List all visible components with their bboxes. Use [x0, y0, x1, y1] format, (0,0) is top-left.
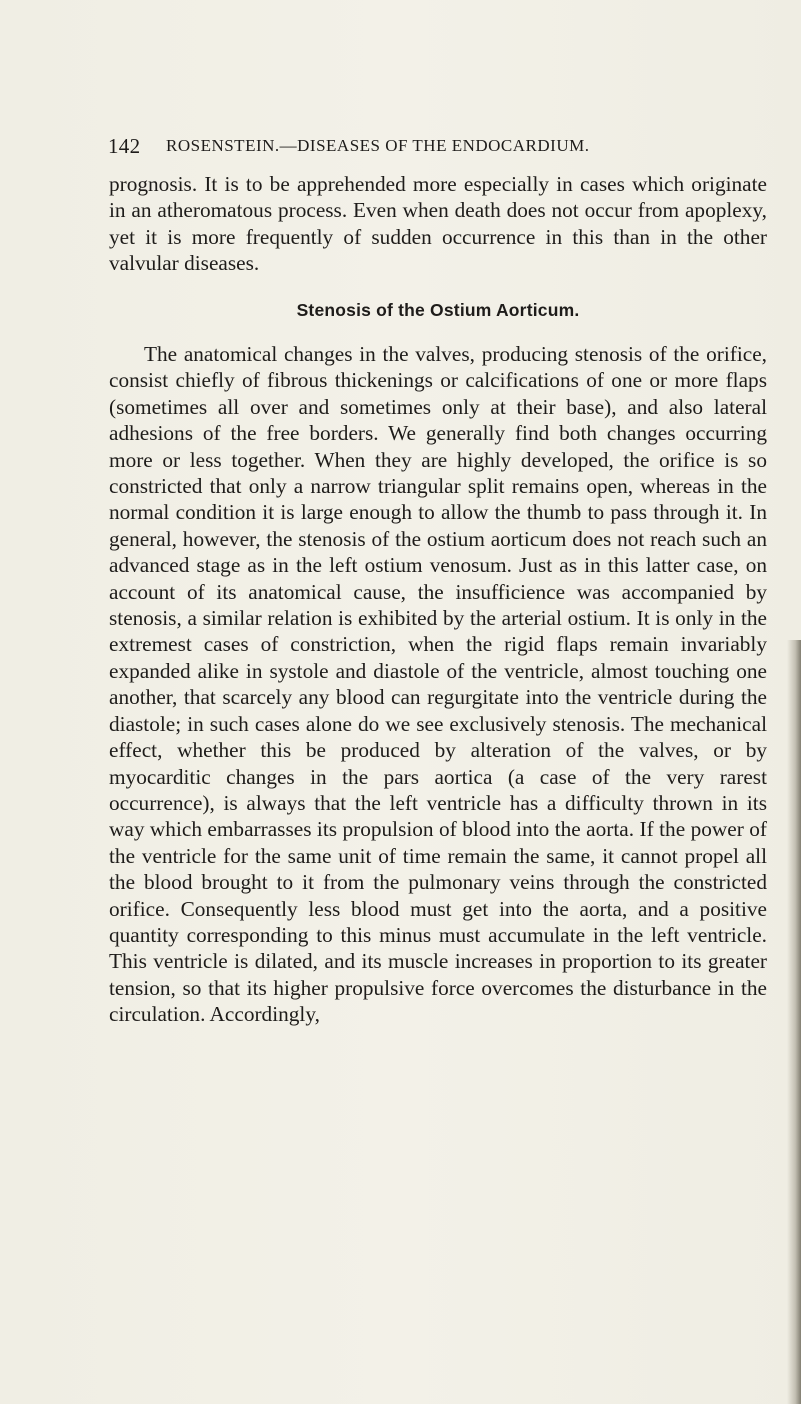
running-head-title: ROSENSTEIN.—DISEASES OF THE ENDOCARDIUM. — [166, 136, 590, 155]
paragraph-continuation: prognosis. It is to be apprehended more especially in cases which originate in an atheromatous process. Even when death does not occur from apoplexy, yet it is more frequently of sudden occurrence in this than in the other valvular diseases. — [109, 172, 767, 276]
running-head — [108, 134, 708, 160]
page-edge-shadow — [787, 640, 801, 1404]
page-number: 142 — [108, 134, 141, 158]
section-heading: Stenosis of the Ostium Aorticum. — [296, 300, 580, 320]
paragraph-main: The anatomical changes in the valves, producing stenosis of the orifice, consist chiefly of fibrous thickenings or calcifications of one or more flaps (sometimes all over and sometimes only at their base), and also lateral adhesions of the free borders. We generally find both changes occurring more or less together. When they are highly developed, the orifice is so constricted that only a narrow triangular split remains open, whereas in the normal condition it is large enough to allow the thumb to pass through it. In general, however, the stenosis of the ostium aorticum does not reach such an advanced stage as in the left ostium venosum. Just as in this latter case, on account of its anatomical cause, the insufficience was accompanied by stenosis, a similar relation is exhibited by the arterial ostium. It is only in the extremest cases of constriction, when the rigid flaps remain invariably expanded alike in systole and diastole of the ventricle, almost touching one another, that scarcely any blood can regurgitate into the ventricle during the diastole; in such cases alone do we see exclusively stenosis. The mechanical effect, whether this be produced by alteration of the valves, or by myocarditic changes in the pars aortica (a case of the very rarest occurrence), is always that the left ventricle has a difficulty thrown in its way which embarrasses its propulsion of blood into the aorta. If the power of the ventricle for the same unit of time remain the same, it cannot propel all the blood brought to it from the pulmonary veins through the constricted orifice. Consequently less blood must get into the aorta, and a positive quantity corresponding to this minus must accumulate in the left ventricle. This ventricle is dilated, and its muscle increases in proportion to its greater tension, so that its higher propulsive force overcomes the disturbance in the circulation. Accordingly, — [109, 342, 767, 1027]
